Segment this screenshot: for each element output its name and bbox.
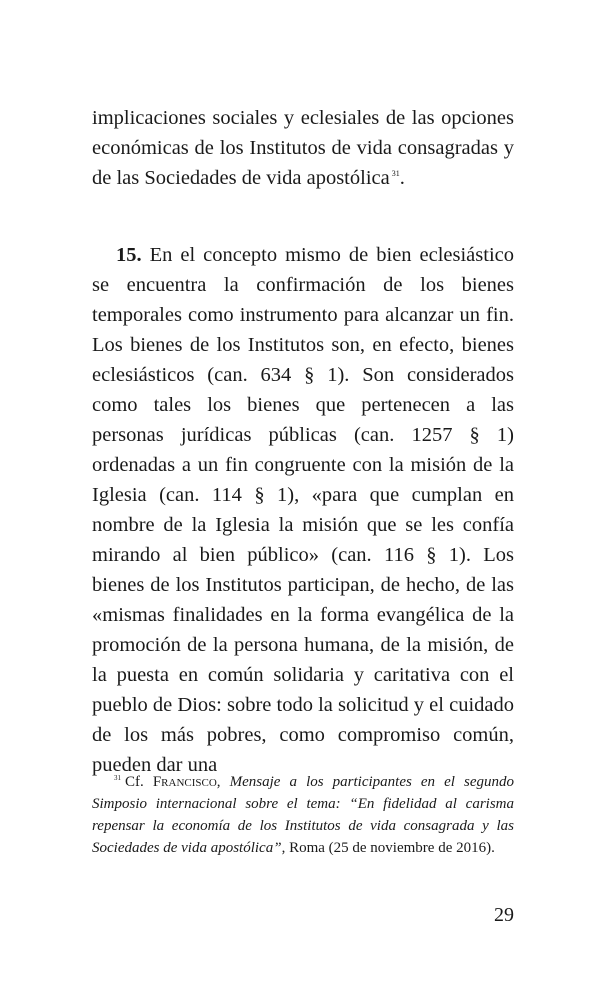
footnote-suffix: , Roma (25 de noviembre de 2016). [281, 840, 495, 856]
paragraph-15 [92, 240, 514, 780]
footnote-31 [92, 771, 514, 859]
paragraph-1 [92, 103, 514, 193]
footnote-ref-31[interactable]: 31 [391, 169, 400, 179]
footnote-author: Francisco [152, 774, 217, 790]
footnote-number: 31 [114, 774, 121, 782]
paragraph-number: 15. [116, 244, 142, 266]
footnote-prefix: Cf. [125, 774, 144, 790]
footnote-title: Mensaje a los participantes en el segundo Simposio internacional sobre el tema: “En fidelidad al carisma repensar la economía de los Institutos de vida consagrada y las Sociedades de vida apostólica” [92, 774, 515, 856]
paragraph-1-end: . [399, 167, 405, 189]
paragraph-15-text: En el concepto mismo de bien eclesiástico se encuentra la confirmación de los bienes temporales como instrumento para alcanzar un fin. Los bienes de los Institutos son, en efecto, bienes eclesiásticos (can. 634 § 1). Son considerados como tales los bienes que pertenecen a las personas jurídicas públicas (can. 1257 § 1) ordenadas a un fin congruente con la misión de la Iglesia (can. 114 § 1), «para que cumplan en nombre de la Iglesia la misión que se les confía mirando al bien público» (can. 116 § 1). Los bienes de los Institutos participan, de hecho, de las «mismas finalidades en la forma evangélica de la promoción de la persona humana, de la misión, de la puesta en común solidaria y caritativa con el pueblo de Dios: sobre todo la solicitud y el cuidado de los más pobres, como compromiso común, pueden dar una [92, 244, 515, 776]
footnote-separator: , [216, 774, 221, 790]
page-number: 29 [494, 904, 514, 926]
paragraph-1-text: implicaciones sociales y eclesiales de las opciones económicas de los Institutos de vida consagradas y de las Sociedades de vida apostólica [92, 107, 514, 189]
